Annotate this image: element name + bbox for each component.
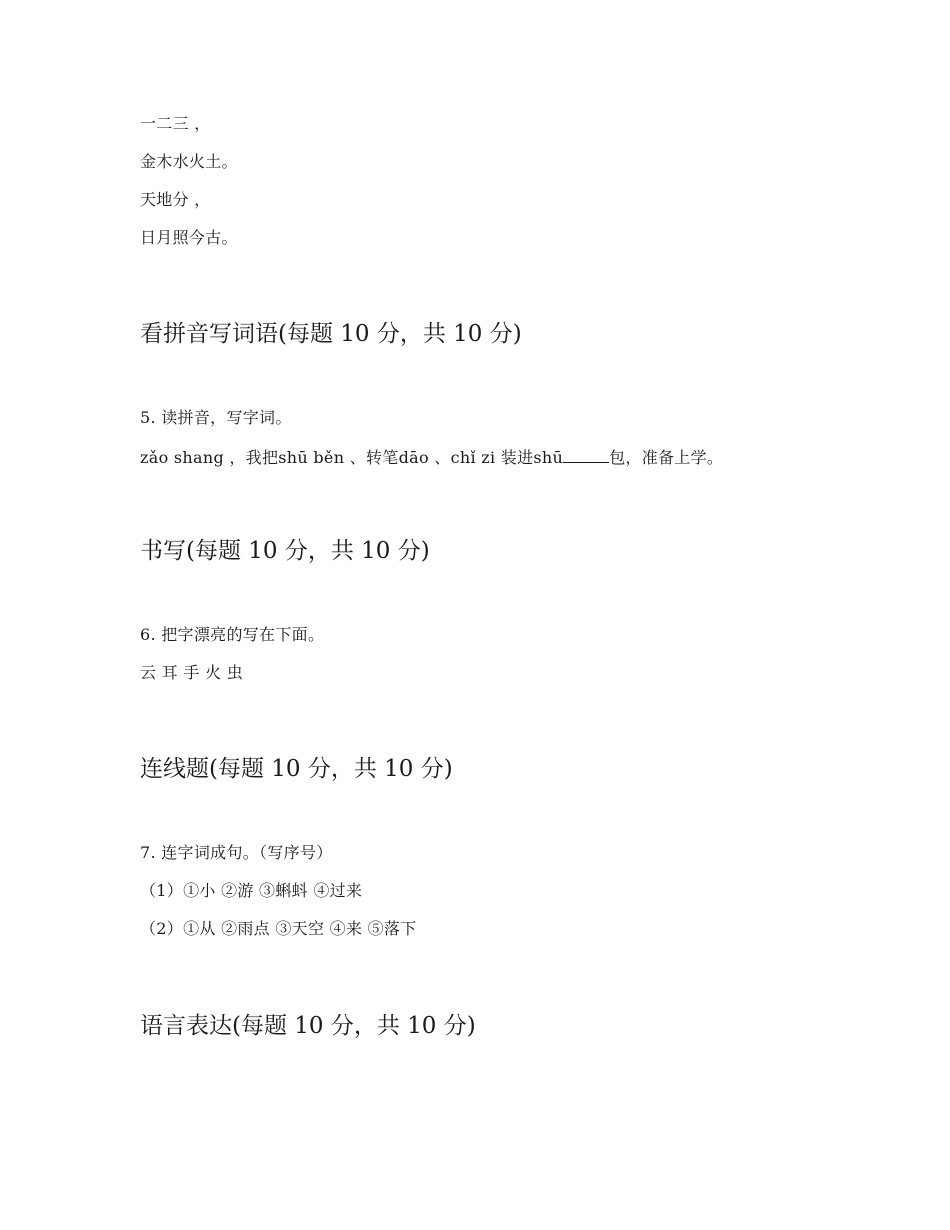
question-6-characters: 云 耳 手 火 虫 xyxy=(140,663,244,682)
poem-line-1: 一二三 ， xyxy=(140,114,211,133)
poem-line-2: 金木水火土。 xyxy=(140,152,238,171)
question-7: 7. 连字词成句。（写序号） xyxy=(140,843,333,862)
section-heading-pinyin: 看拼音写词语(每题 10 分，共 10 分) xyxy=(140,321,522,347)
question-6: 6. 把字漂亮的写在下面。 xyxy=(140,625,325,644)
poem-line-3: 天地分 ， xyxy=(140,190,211,209)
section-heading-matching: 连线题(每题 10 分，共 10 分) xyxy=(140,756,453,782)
question-5-sentence xyxy=(140,446,723,468)
question-5: 5. 读拼音，写字词。 xyxy=(140,408,292,427)
sentence-part-2: 包，准备上学。 xyxy=(609,448,724,467)
section-heading-writing: 书写(每题 10 分，共 10 分) xyxy=(140,538,430,564)
section-heading-expression: 语言表达(每题 10 分，共 10 分) xyxy=(140,1013,476,1039)
poem-line-4: 日月照今古。 xyxy=(140,228,238,247)
answer-blank[interactable] xyxy=(563,446,609,463)
sentence-part-1: zǎo shang ，我把shū běn 、转笔dāo 、chǐ zi 装进shū xyxy=(140,448,564,467)
question-7-item-2: （2）①从 ②雨点 ③天空 ④来 ⑤落下 xyxy=(140,919,417,938)
question-7-item-1: （1）①小 ②游 ③蝌蚪 ④过来 xyxy=(140,881,363,900)
